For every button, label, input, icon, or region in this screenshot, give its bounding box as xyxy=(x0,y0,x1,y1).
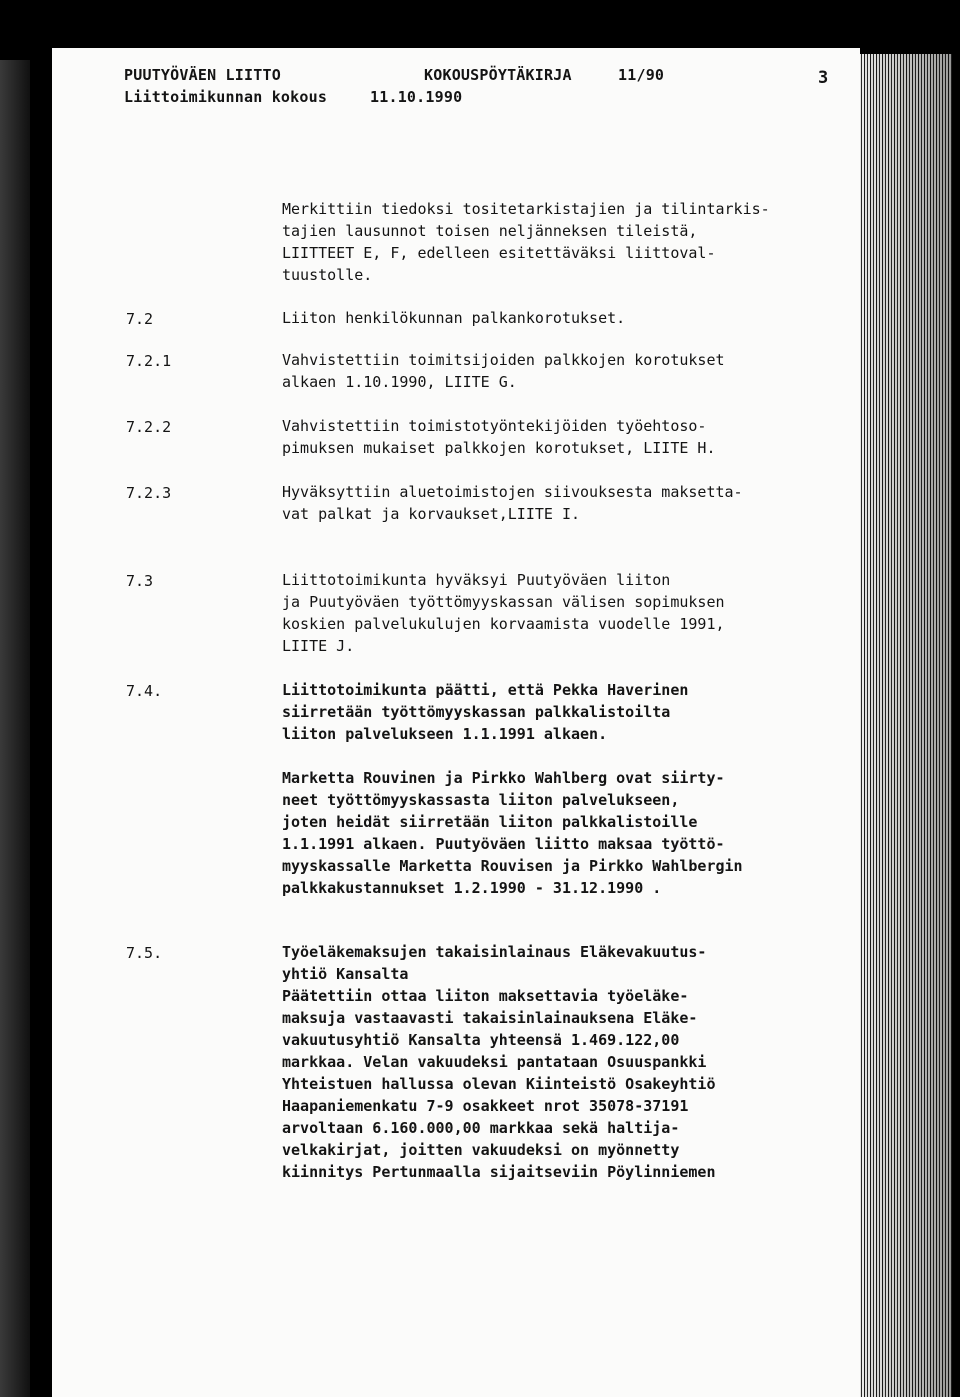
section-line: Liittotoimikunta päätti, että Pekka Haverinen xyxy=(282,681,689,699)
section-line: ja Puutyöväen työttömyyskassan välisen sopimuksen xyxy=(282,593,725,611)
section-line: Vahvistettiin toimitsijoiden palkkojen korotukset xyxy=(282,351,725,369)
intro-paragraph xyxy=(282,198,842,286)
section-7-2-1-text xyxy=(282,349,842,393)
section-line: joten heidät siirretään liiton palkkalistoille xyxy=(282,813,698,831)
section-line: Liittotoimikunta hyväksyi Puutyöväen liiton xyxy=(282,571,671,589)
section-number-7-3: 7.3 xyxy=(126,572,154,590)
scan-left-edge xyxy=(0,60,30,1397)
section-line: kiinnitys Pertunmaalla sijaitseviin Pöylinniemen xyxy=(282,1163,716,1181)
section-line: Liiton henkilökunnan palkankorotukset. xyxy=(282,309,626,327)
section-line: neet työttömyyskassasta liiton palvelukseen, xyxy=(282,791,680,809)
section-line: siirretään työttömyyskassan palkkalistoilta xyxy=(282,703,671,721)
intro-line: LIITTEET E, F, edelleen esitettäväksi liittoval- xyxy=(282,244,716,262)
intro-line: Merkittiin tiedoksi tositetarkistajien ja tilintarkis- xyxy=(282,200,770,218)
section-line: alkaen 1.10.1990, LIITE G. xyxy=(282,373,517,391)
intro-line: tuustolle. xyxy=(282,266,373,284)
section-number-7-2: 7.2 xyxy=(126,310,154,328)
section-7-4-continuation xyxy=(282,767,842,899)
section-line: palkkakustannukset 1.2.1990 - 31.12.1990 . xyxy=(282,879,662,897)
header-page-number: 3 xyxy=(818,68,829,88)
section-number-7-2-2: 7.2.2 xyxy=(126,418,172,436)
section-line: markkaa. Velan vakuudeksi pantataan Osuuspankki xyxy=(282,1053,707,1071)
section-line: 1.1.1991 alkaen. Puutyöväen liitto maksaa työttö- xyxy=(282,835,725,853)
section-line: pimuksen mukaiset palkkojen korotukset, LIITE H. xyxy=(282,439,716,457)
section-line: Vahvistettiin toimistotyöntekijöiden työehtoso- xyxy=(282,417,707,435)
section-number-7-2-1: 7.2.1 xyxy=(126,352,172,370)
section-line: Työeläkemaksujen takaisinlainaus Eläkevakuutus- xyxy=(282,943,707,961)
header-meeting: Liittoimikunnan kokous xyxy=(124,88,328,106)
section-number-7-4: 7.4. xyxy=(126,682,163,700)
section-7-2-text xyxy=(282,307,842,329)
section-number-7-2-3: 7.2.3 xyxy=(126,484,172,502)
header-doc-number: 11/90 xyxy=(618,66,665,84)
section-line: maksuja vastaavasti takaisinlainauksena Eläke- xyxy=(282,1009,698,1027)
section-7-3-text xyxy=(282,569,842,657)
section-line: Hyväksyttiin aluetoimistojen siivouksesta maksetta- xyxy=(282,483,743,501)
section-7-2-2-text xyxy=(282,415,842,459)
book-page-edges xyxy=(856,54,952,1397)
section-line: LIITE J. xyxy=(282,637,355,655)
header-org: PUUTYÖVÄEN LIITTO xyxy=(124,66,281,84)
section-number-7-5: 7.5. xyxy=(126,944,163,962)
section-line: vakuutusyhtiö Kansalta yhteensä 1.469.122,00 xyxy=(282,1031,680,1049)
section-7-4-text xyxy=(282,679,842,745)
section-7-5-text xyxy=(282,941,842,1183)
section-line: liiton palvelukseen 1.1.1991 alkaen. xyxy=(282,725,608,743)
header-date: 11.10.1990 xyxy=(370,88,463,106)
section-line: velkakirjat, joitten vakuudeksi on myönnetty xyxy=(282,1141,680,1159)
section-line: Päätettiin ottaa liiton maksettavia työeläke- xyxy=(282,987,689,1005)
document-page xyxy=(52,48,860,1397)
section-line: myyskassalle Marketta Rouvisen ja Pirkko Wahlbergin xyxy=(282,857,743,875)
section-line: koskien palvelukulujen korvaamista vuodelle 1991, xyxy=(282,615,725,633)
section-line: arvoltaan 6.160.000,00 markkaa sekä haltija- xyxy=(282,1119,680,1137)
section-line: vat palkat ja korvaukset,LIITE I. xyxy=(282,505,581,523)
header-doc-type: KOKOUSPÖYTÄKIRJA xyxy=(424,66,572,84)
section-line: yhtiö Kansalta xyxy=(282,965,409,983)
section-7-2-3-text xyxy=(282,481,842,525)
section-line: Marketta Rouvinen ja Pirkko Wahlberg ovat siirty- xyxy=(282,769,725,787)
intro-line: tajien lausunnot toisen neljänneksen tileistä, xyxy=(282,222,698,240)
section-line: Yhteistuen hallussa olevan Kiinteistö Osakeyhtiö xyxy=(282,1075,716,1093)
section-line: Haapaniemenkatu 7-9 osakkeet nrot 35078-37191 xyxy=(282,1097,689,1115)
